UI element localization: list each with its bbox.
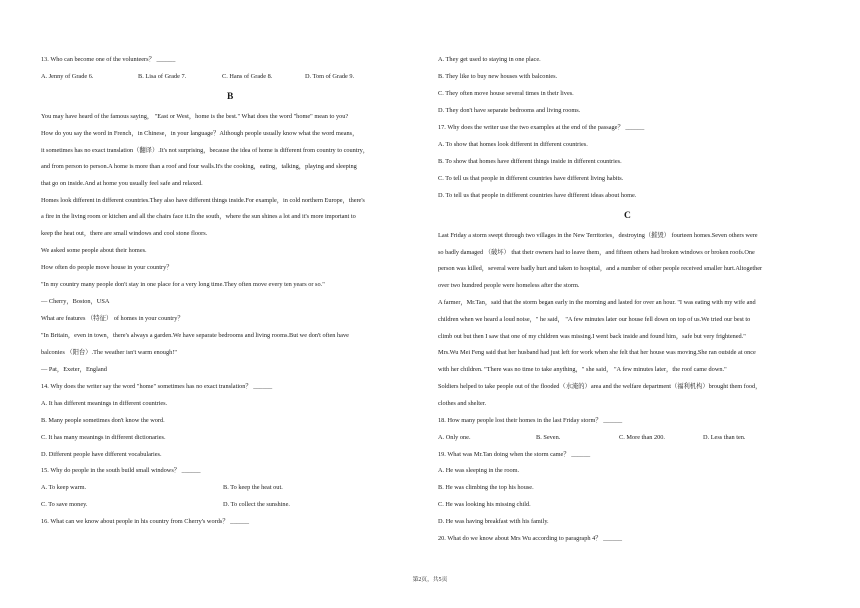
- passage-c-line: Last Friday a storm swept through two villages in the New Territories，destroying（摧毁） fourteen homes.Seven others were: [438, 232, 758, 239]
- q16-option-b: B. They like to buy new houses with balconies.: [438, 73, 558, 80]
- passage-c-line: children when we heard a loud noise，" he said， "A few minutes later our house fell down on top of us.We tried our best to: [438, 316, 751, 323]
- q16-option-d: D. They don't have separate bedrooms and living rooms.: [438, 107, 581, 114]
- q17-option-c: C. To tell us that people in different countries have different living habits.: [438, 175, 624, 182]
- q15-option-a: A. To keep warm.: [41, 484, 87, 491]
- question-18: 18. How many people lost their homes in the last Friday storm？ ______: [438, 417, 623, 424]
- q18-option-d: D. Less than ten.: [703, 434, 746, 441]
- question-17: 17. Why does the writer use the two examples at the end of the passage？ ______: [438, 124, 645, 131]
- q14-option-c: C. It has many meanings in different dictionaries.: [41, 434, 166, 441]
- q15-option-c: C. To save money.: [41, 501, 88, 508]
- q16-option-a: A. They get used to staying in one place.: [438, 56, 541, 63]
- q13-option-c: C. Hans of Grade 8.: [222, 73, 273, 80]
- q14-option-d: D. Different people have different vocabularies.: [41, 451, 162, 458]
- question-15: 15. Why do people in the south build small windows？ ______: [41, 467, 201, 474]
- passage-c-line: so badly damaged （破坏） that their owners had to leave them，and fifteen others had broken windows or broken roofs.One: [438, 249, 755, 256]
- q14-option-b: B. Many people sometimes don't know the word.: [41, 417, 165, 424]
- q17-option-b: B. To show that homes have different things inside in different countries.: [438, 158, 622, 165]
- passage-c-line: with her children. "There was no time to take anything，" she said， "A few minutes later，the roof came down.": [438, 366, 727, 373]
- question-13: 13. Who can become one of the volunteers？ ______: [41, 56, 176, 63]
- passage-b-line: "In Britain，even in town，there's always a garden.We have separate bedrooms and living rooms.But we don't often have: [41, 332, 349, 339]
- passage-b-line: a fire in the living room or kitchen and all the chairs face it.In the south，where the sun shines a lot and it's more important to: [41, 213, 356, 220]
- passage-b-line: How often do people move house in your country？: [41, 264, 173, 271]
- section-b-heading: B: [227, 92, 234, 102]
- q15-option-d: D. To collect the sunshine.: [223, 501, 290, 508]
- section-c-heading: C: [624, 211, 631, 221]
- passage-b-line: and from person to person.A home is more than a roof and four walls.It's the cooking，eating，talking，playing and sleeping: [41, 163, 357, 170]
- passage-c-line: over two hundred people were homeless after the storm.: [438, 282, 580, 289]
- q16-option-c: C. They often move house several times in their lives.: [438, 90, 574, 97]
- page-number-footer: 第2页，共5页: [412, 577, 448, 583]
- passage-b-line: — Cherry，Boston，USA: [41, 298, 110, 305]
- passage-b-line: it sometimes has no exact translation（翻译）.It's not surprising，because the idea of home is different from country to country，: [41, 147, 370, 154]
- q13-option-b: B. Lisa of Grade 7.: [138, 73, 187, 80]
- q15-option-b: B. To keep the heat out.: [223, 484, 283, 491]
- q19-option-a: A. He was sleeping in the room.: [438, 467, 520, 474]
- passage-c-line: Soldiers helped to take people out of the flooded（水淹的）area and the welfare department（福利机构）brought them food，: [438, 383, 762, 390]
- question-16: 16. What can we know about people in his country from Cherry's words？ ______: [41, 518, 250, 525]
- passage-c-line: A farmer，Mr.Tan，said that the storm began early in the morning and lasted for over an hour. "I was eating with my wife and: [438, 299, 756, 306]
- q13-option-a: A. Jenny of Grade 6.: [41, 73, 94, 80]
- q19-option-b: B. He was climbing the top his house.: [438, 484, 534, 491]
- q13-option-d: D. Tom of Grade 9.: [305, 73, 355, 80]
- passage-b-line: What are features （特征） of homes in your country？: [41, 315, 184, 322]
- q14-option-a: A. It has different meanings in different countries.: [41, 400, 168, 407]
- q17-option-a: A. To show that homes look different in different countries.: [438, 141, 588, 148]
- passage-b-line: — Pat，Exeter，England: [41, 366, 107, 373]
- passage-c-line: clothes and shelter.: [438, 400, 487, 407]
- q18-option-b: B. Seven.: [536, 434, 561, 441]
- passage-b-line: "In my country many people don't stay in one place for a very long time.They often move every ten years or so.": [41, 281, 325, 288]
- q18-option-a: A. Only one.: [438, 434, 471, 441]
- question-19: 19. What was Mr.Tan doing when the storm came？ ______: [438, 451, 591, 458]
- passage-b-line: Homes look different in different countries.They also have different things inside.For example，in cold northern Europe，there's: [41, 197, 365, 204]
- q17-option-d: D. To tell us that people in different countries have different ideas about home.: [438, 192, 637, 199]
- q18-option-c: C. More than 200.: [619, 434, 665, 441]
- passage-b-line: We asked some people about their homes.: [41, 247, 147, 254]
- passage-c-line: climb out but then I saw that one of my children was missing.I went back inside and found him，safe but very frightened.": [438, 333, 746, 340]
- passage-b-line: balconies （阳台）.The weather isn't warm enough!": [41, 349, 177, 356]
- passage-b-line: keep the heat out，there are small windows and cool stone floors.: [41, 230, 208, 237]
- passage-b-line: How do you say the word in French，in Chinese，in your language？Although people usually know what the word means，: [41, 130, 359, 137]
- passage-c-line: person was killed，several were badly hurt and taken to hospital，and a number of other people received smaller hurt.Altogether: [438, 265, 763, 272]
- q19-option-c: C. He was looking his missing child.: [438, 501, 531, 508]
- question-20: 20. What do we know about Mrs Wu according to paragraph 4？ ______: [438, 535, 623, 542]
- passage-b-line: You may have heard of the famous saying， "East or West，home is the best." What does the word "home" mean to you?: [41, 113, 349, 120]
- passage-b-line: that go on inside.And at home you usually feel safe and relaxed.: [41, 180, 203, 187]
- q19-option-d: D. He was having breakfast with his family.: [438, 518, 549, 525]
- passage-c-line: Mrs.Wu Mei Feng said that her husband had just left for work when she felt that her house was moving.She ran outside at once: [438, 349, 756, 356]
- question-14: 14. Why does the writer say the word "home" sometimes has no exact translation？ ______: [41, 383, 273, 390]
